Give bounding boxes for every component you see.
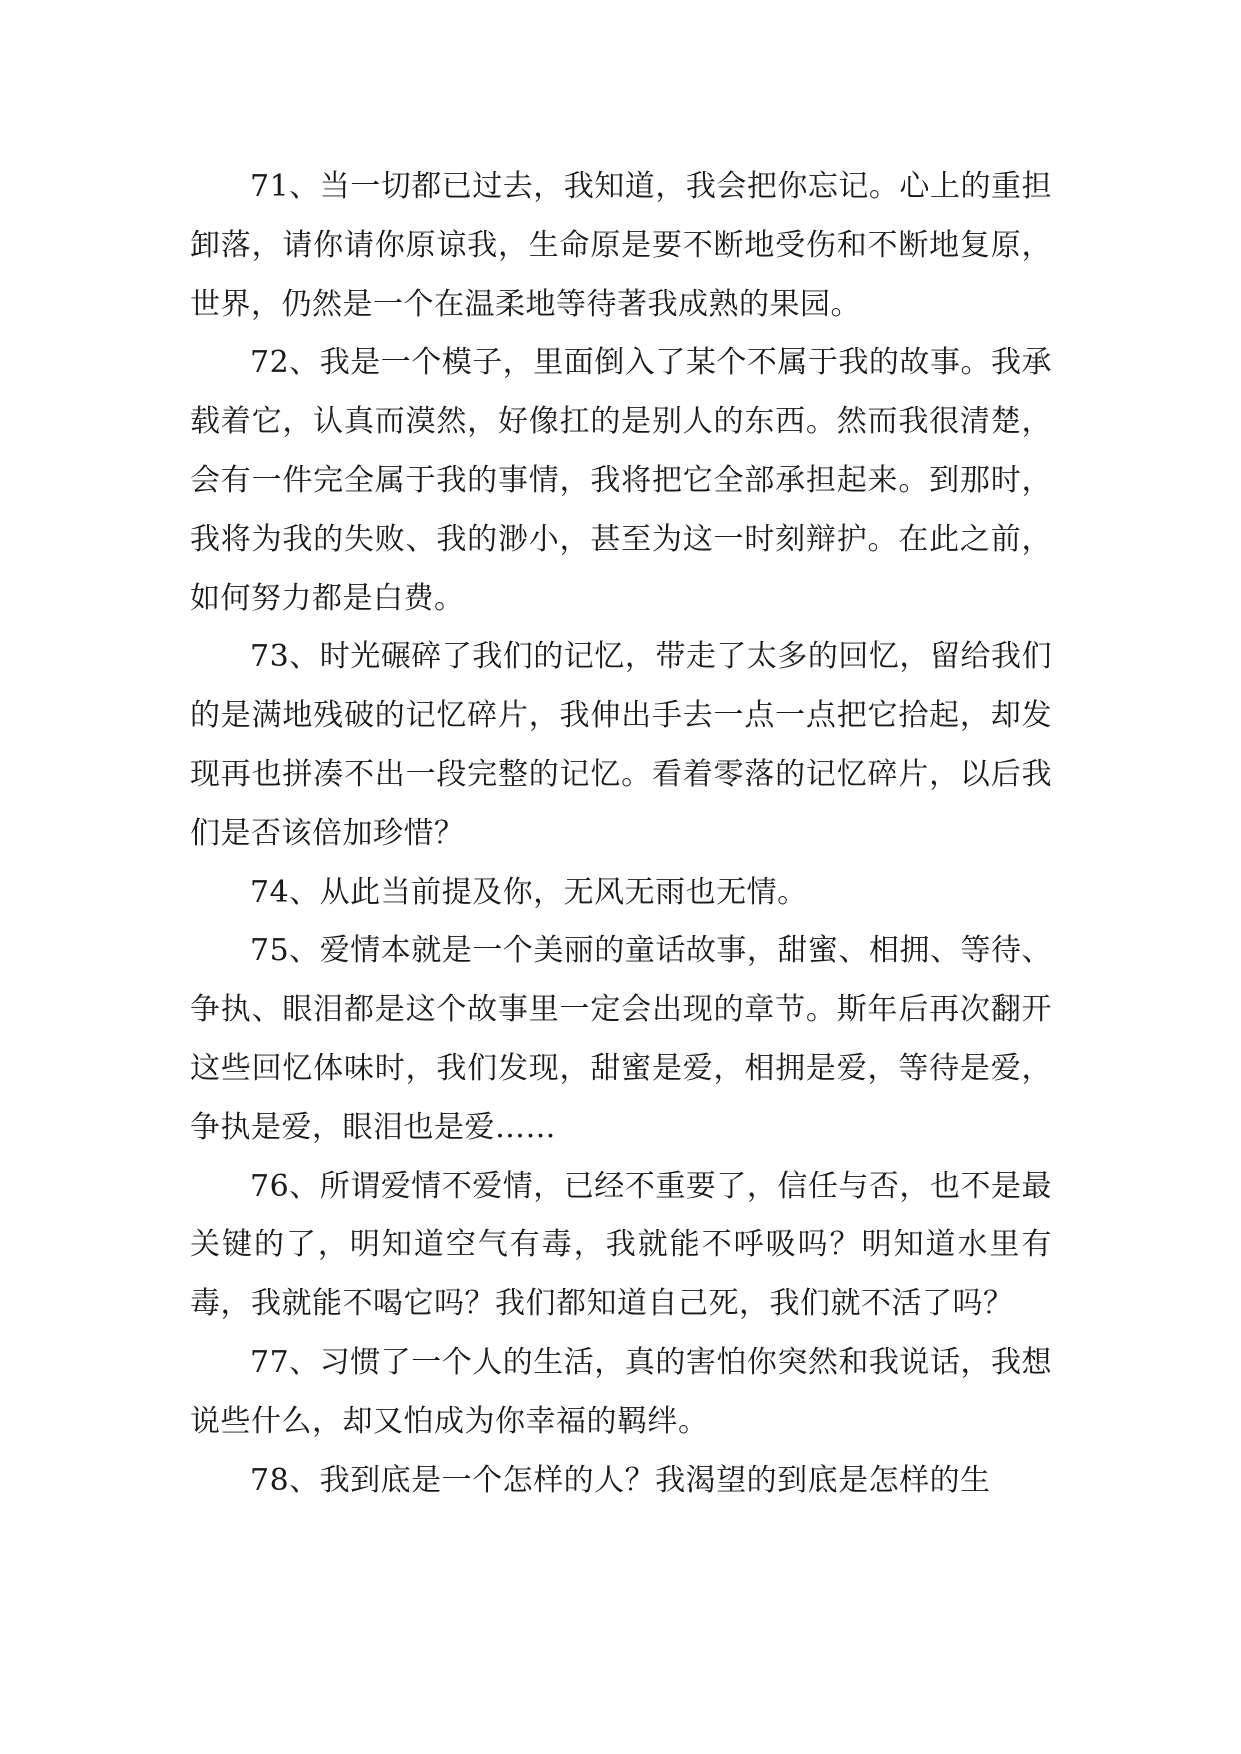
document-body [190, 158, 1052, 1510]
paragraph-72: 72、我是一个模子，里面倒入了某个不属于我的故事。我承载着它，认真而漠然，好像扛的是别人的东西。然而我很清楚，会有一件完全属于我的事情，我将把它全部承担起来。到那时，我将为我的失败、我的渺小，甚至为这一时刻辩护。在此之前，如何努力都是白费。 [190, 345, 1052, 616]
paragraph-78: 78、我到底是一个怎样的人？我渴望的到底是怎样的生 [250, 1462, 991, 1498]
paragraph-75: 75、爱情本就是一个美丽的童话故事，甜蜜、相拥、等待、争执、眼泪都是这个故事里一定会出现的章节。斯年后再次翻开这些回忆体味时，我们发现，甜蜜是爱，相拥是爱，等待是爱，争执是爱，眼泪也是爱…… [190, 933, 1052, 1145]
paragraph-73: 73、时光碾碎了我们的记忆，带走了太多的回忆，留给我们的是满地残破的记忆碎片，我伸出手去一点一点把它拾起，却发现再也拼凑不出一段完整的记忆。看着零落的记忆碎片，以后我们是否该倍加珍惜？ [190, 639, 1052, 851]
paragraph-71: 71、当一切都已过去，我知道，我会把你忘记。心上的重担卸落，请你请你原谅我，生命原是要不断地受伤和不断地复原，世界，仍然是一个在温柔地等待著我成熟的果园。 [190, 169, 1052, 322]
paragraph-74: 74、从此当前提及你，无风无雨也无情。 [250, 874, 808, 910]
paragraph-77: 77、习惯了一个人的生活，真的害怕你突然和我说话，我想说些什么，却又怕成为你幸福的羁绊。 [190, 1344, 1052, 1439]
paragraph-76: 76、所谓爱情不爱情，已经不重要了，信任与否，也不是最关键的了，明知道空气有毒，我就能不呼吸吗？明知道水里有毒，我就能不喝它吗？我们都知道自己死，我们就不活了吗？ [190, 1168, 1052, 1322]
